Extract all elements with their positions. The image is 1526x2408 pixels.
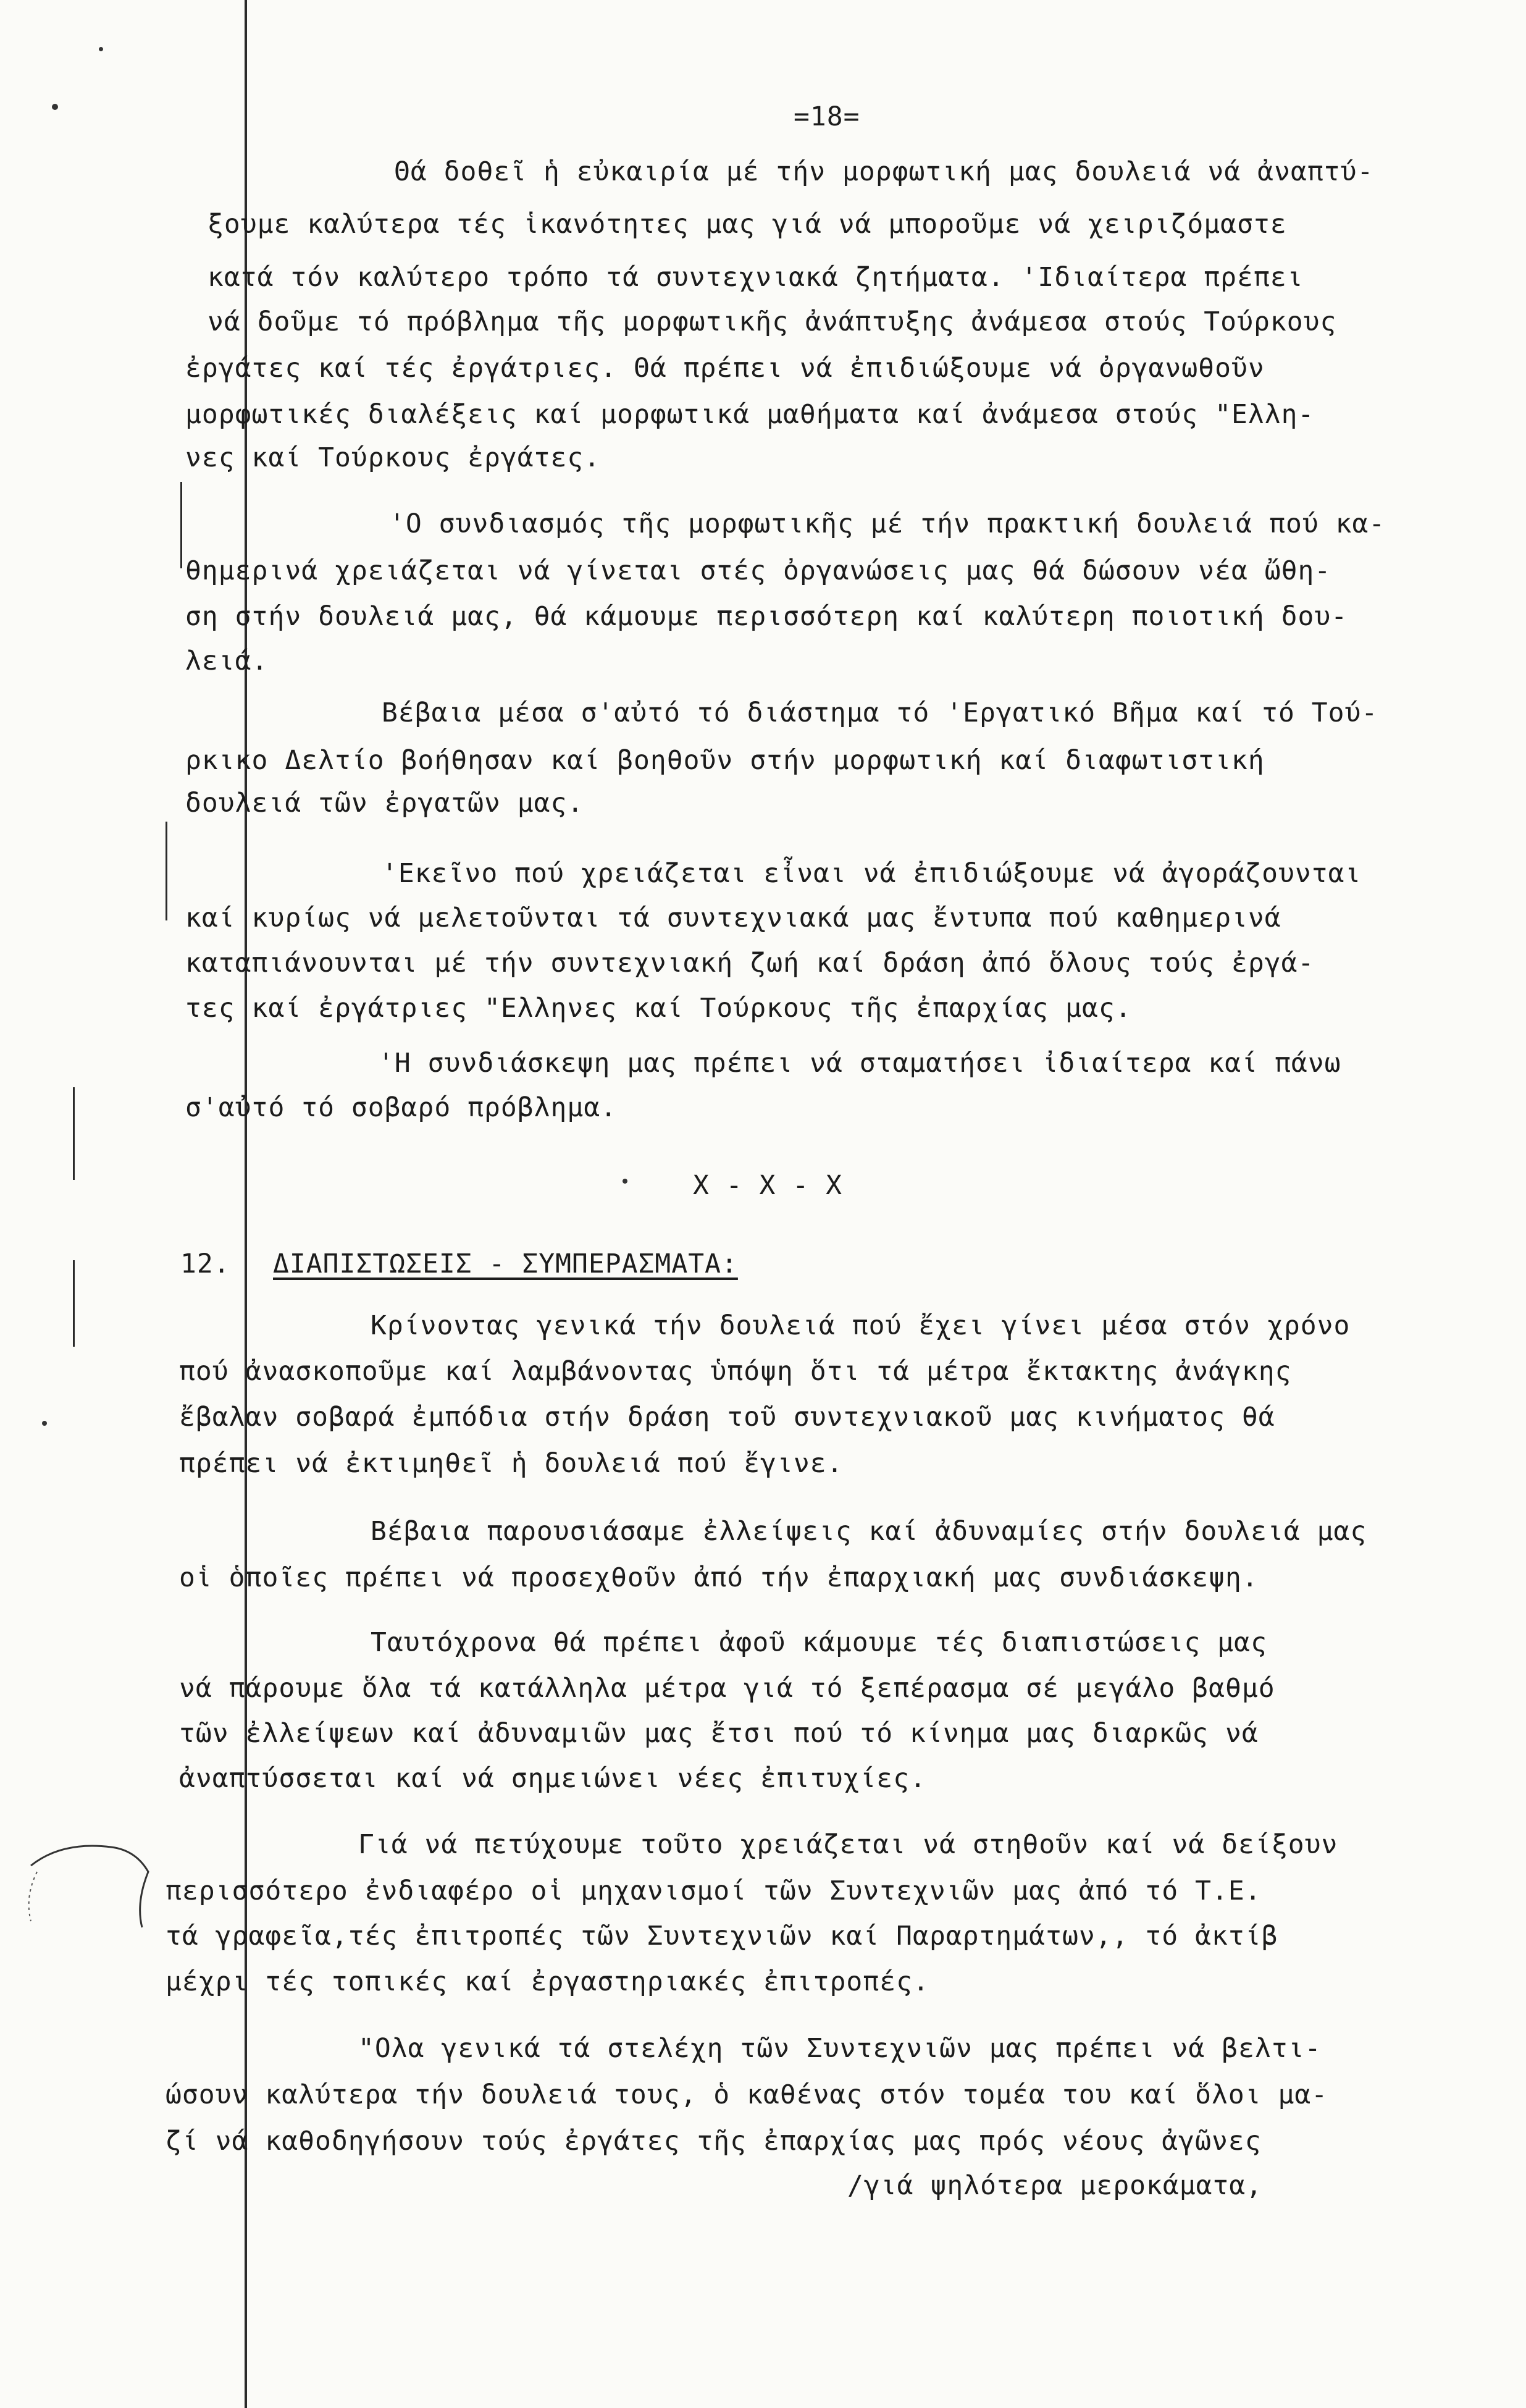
text-line: θημερινά χρειάζεται νά γίνεται στές ὀργανώσεις μας θά δώσουν νέα ὤθη- xyxy=(185,555,1331,586)
text-line: μέχρι τές τοπικές καί ἐργαστηριακές ἐπιτροπές. xyxy=(166,1966,929,1997)
text-line: νες καί Τούρκους ἐργάτες. xyxy=(185,442,601,473)
text-line: περισσότερο ἐνδιαφέρο οἱ μηχανισμοί τῶν Συντεχνιῶν μας ἀπό τό Τ.Ε. xyxy=(166,1875,1262,1906)
text-line: κατά τόν καλύτερο τρόπο τά συντεχνιακά ζητήματα. 'Ιδιαίτερα πρέπει xyxy=(208,262,1304,293)
text-line: Βέβαια παρουσιάσαμε ἐλλείψεις καί ἀδυναμίες στήν δουλειά μας xyxy=(371,1516,1367,1547)
text-line: πού ἀνασκοποῦμε καί λαμβάνοντας ὑπόψη ὅτι τά μέτρα ἔκτακτης ἀνάγκης xyxy=(179,1356,1292,1387)
ink-speck xyxy=(99,47,103,51)
text-line: σ'αὐτό τό σοβαρό πρόβλημα. xyxy=(185,1092,618,1123)
margin-rule-short xyxy=(73,1260,75,1347)
text-line: ἔβαλαν σοβαρά ἐμπόδια στήν δράση τοῦ συντεχνιακοῦ μας κινήματος θά xyxy=(179,1402,1275,1433)
text-line: οἱ ὁποῖες πρέπει νά προσεχθοῦν ἀπό τήν ἐπαρχιακή μας συνδιάσκεψη. xyxy=(179,1562,1259,1593)
text-line: τες καί ἐργάτριες "Ελληνες καί Τούρκους τῆς ἐπαρχίας μας. xyxy=(185,993,1132,1024)
text-line: καί κυρίως νά μελετοῦνται τά συντεχνιακά μας ἔντυπα πού καθημερινά xyxy=(185,903,1281,933)
page-number: =18= xyxy=(794,101,860,132)
text-line: Βέβαια μέσα σ'αὐτό τό διάστημα τό 'Εργατικό Βῆμα καί τό Τού- xyxy=(382,697,1378,728)
section-separator: X - X - X xyxy=(693,1170,842,1201)
text-line: λειά. xyxy=(185,646,269,676)
text-line: Κρίνοντας γενικά τήν δουλειά πού ἔχει γίνει μέσα στόν χρόνο xyxy=(371,1310,1351,1341)
text-line: δουλειά τῶν ἐργατῶν μας. xyxy=(185,788,584,819)
text-line: καταπιάνουνται μέ τήν συντεχνιακή ζωή καί δράση ἀπό ὅλους τούς ἐργά- xyxy=(185,948,1315,979)
text-line: 'Η συνδιάσκεψη μας πρέπει νά σταματήσει ἰδιαίτερα καί πάνω xyxy=(378,1048,1341,1079)
text-line: Ταυτόχρονα θά πρέπει ἀφοῦ κάμουμε τές διαπιστώσεις μας xyxy=(371,1627,1267,1658)
ink-speck xyxy=(52,104,58,110)
margin-bracket-mark xyxy=(12,1829,173,1952)
text-line: 'Εκεῖνο πού χρειάζεται εἶναι νά ἐπιδιώξουμε νά ἀγοράζουνται xyxy=(382,858,1362,889)
continuation-text: /γιά ψηλότερα μεροκάματα, xyxy=(847,2170,1263,2201)
text-line: πρέπει νά ἐκτιμηθεῖ ἡ δουλειά πού ἔγινε. xyxy=(179,1448,844,1479)
text-line: τά γραφεῖα,τές ἐπιτροπές τῶν Συντεχνιῶν καί Παραρτημάτων,, τό ἀκτίβ xyxy=(166,1921,1278,1951)
ink-speck xyxy=(42,1421,47,1426)
margin-rule-short xyxy=(73,1087,75,1180)
margin-rule-short xyxy=(166,822,167,920)
text-line: ξουμε καλύτερα τές ἱκανότητες μας γιά νά μποροῦμε νά χειριζόμαστε xyxy=(208,209,1287,240)
text-line: ἀναπτύσσεται καί νά σημειώνει νέες ἐπιτυχίες. xyxy=(179,1763,926,1794)
text-line: ώσουν καλύτερα τήν δουλειά τους, ὁ καθένας στόν τομέα του καί ὅλοι μα- xyxy=(166,2079,1328,2110)
text-line: ἐργάτες καί τές ἐργάτριες. Θά πρέπει νά ἐπιδιώξουμε νά ὀργανωθοῦν xyxy=(185,353,1265,384)
text-line: μορφωτικές διαλέξεις καί μορφωτικά μαθήματα καί ἀνάμεσα στούς "Ελλη- xyxy=(185,399,1315,430)
text-line: ζί νά καθοδηγήσουν τούς ἐργάτες τῆς ἐπαρχίας μας πρός νέους ἀγῶνες xyxy=(166,2126,1262,2157)
text-line: Θά δοθεῖ ἡ εὐκαιρία μέ τήν μορφωτική μας δουλειά νά ἀναπτύ- xyxy=(394,156,1374,187)
text-line: ρκικο Δελτίο βοήθησαν καί βοηθοῦν στήν μορφωτική καί διαφωτιστική xyxy=(185,745,1265,776)
text-line: νά δοῦμε τό πρόβλημα τῆς μορφωτικῆς ἀνάπτυξης ἀνάμεσα στούς Τούρκους xyxy=(208,306,1337,337)
text-line: "Ολα γενικά τά στελέχη τῶν Συντεχνιῶν μας πρέπει νά βελτι- xyxy=(358,2033,1322,2064)
text-line: τῶν ἐλλείψεων καί ἀδυναμιῶν μας ἔτσι πού τό κίνημα μας διαρκῶς νά xyxy=(179,1718,1259,1749)
section-title: ΔΙΑΠΙΣΤΩΣΕΙΣ - ΣΥΜΠΕΡΑΣΜΑΤΑ: xyxy=(273,1248,738,1279)
text-line: 'Ο συνδιασμός τῆς μορφωτικῆς μέ τήν πρακτική δουλειά πού κα- xyxy=(389,508,1386,539)
text-line: ση στήν δουλειά μας, θά κάμουμε περισσότερη καί καλύτερη ποιοτική δου- xyxy=(185,601,1348,632)
section-number: 12. xyxy=(180,1248,230,1279)
text-line: Γιά νά πετύχουμε τοῦτο χρειάζεται νά στηθοῦν καί νά δείξουν xyxy=(358,1829,1338,1860)
text-line: νά πάρουμε ὅλα τά κατάλληλα μέτρα γιά τό ξεπέρασμα σέ μεγάλο βαθμό xyxy=(179,1673,1275,1704)
margin-rule-short xyxy=(180,482,182,568)
ink-speck xyxy=(623,1179,627,1184)
